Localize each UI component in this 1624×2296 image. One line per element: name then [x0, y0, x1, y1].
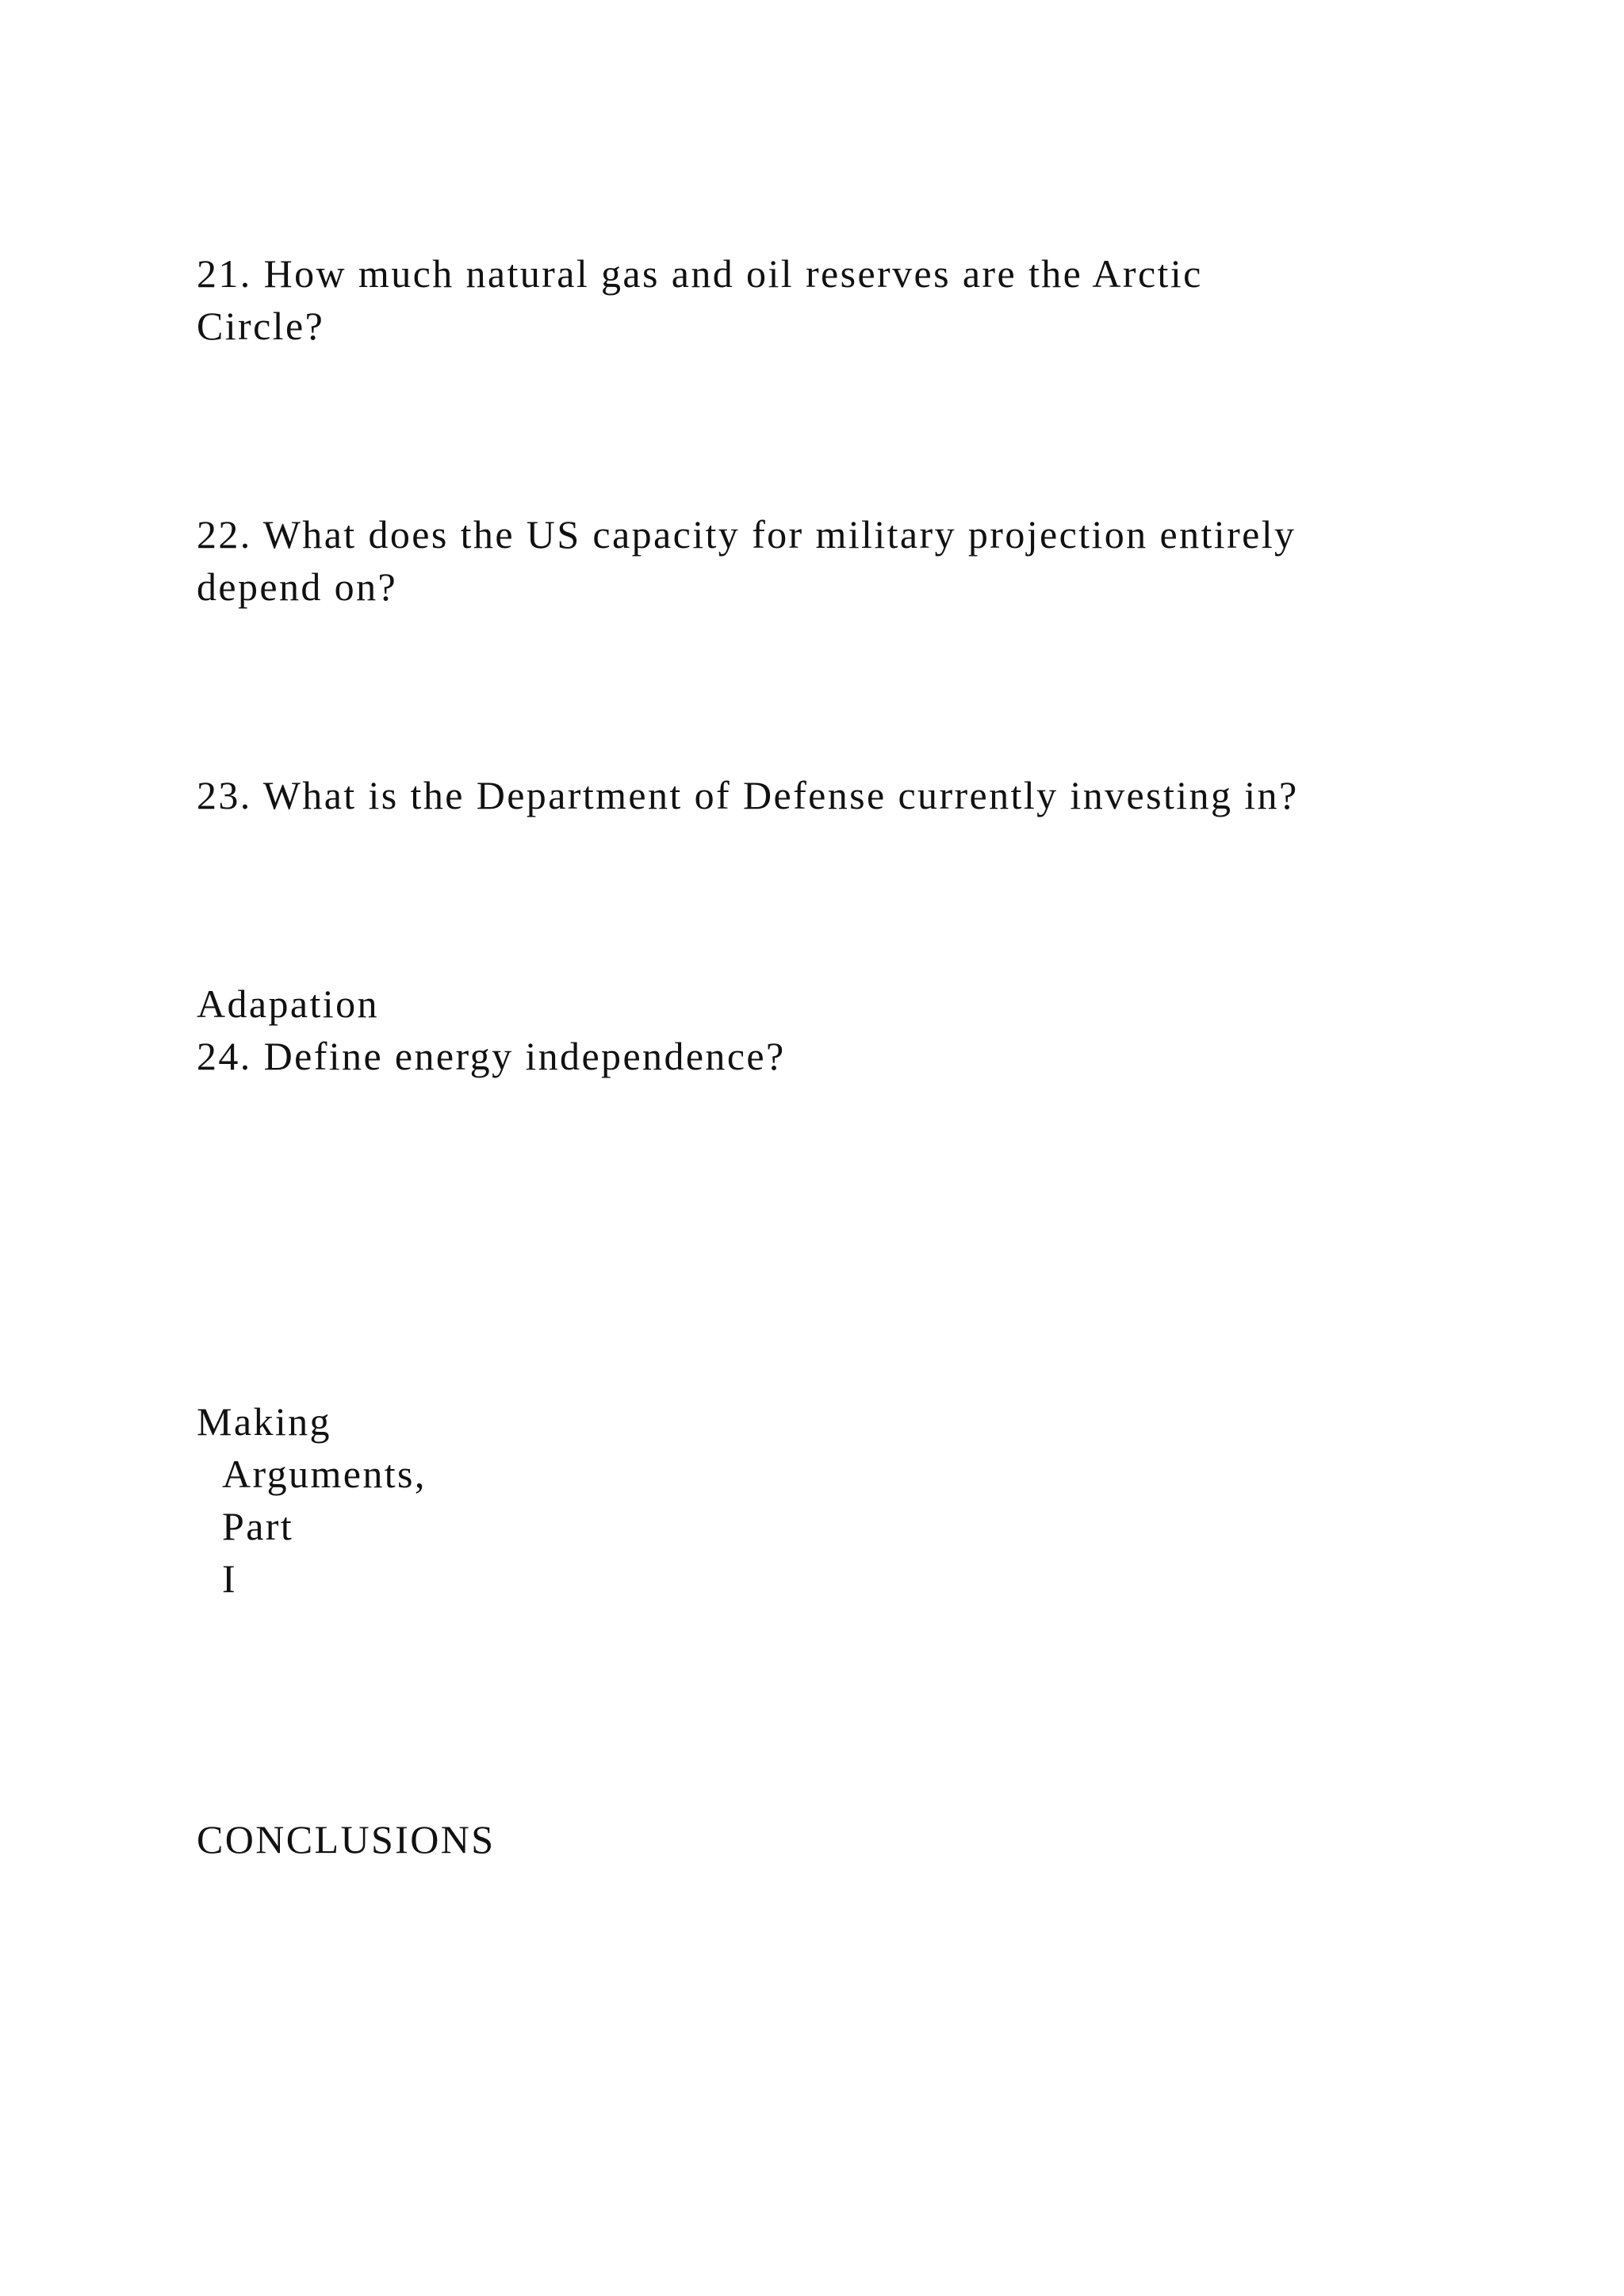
making-arguments-line-3: Part — [222, 1504, 294, 1548]
question-22-line-2: depend on? — [197, 564, 398, 609]
question-23: 23. What is the Department of Defense currently investing in? — [197, 773, 1299, 817]
question-24: 24. Define energy independence? — [197, 1034, 786, 1078]
adaptation-heading: Adapation — [197, 982, 379, 1026]
making-arguments-line-1: Making — [197, 1399, 331, 1444]
conclusions-heading: CONCLUSIONS — [197, 1817, 496, 1862]
question-21-line-1: 21. How much natural gas and oil reserves are the Arctic — [197, 251, 1203, 296]
question-21-line-2: Circle? — [197, 304, 325, 348]
making-arguments-line-2: Arguments, — [222, 1452, 427, 1496]
question-22-line-1: 22. What does the US capacity for military projection entirely — [197, 512, 1297, 557]
making-arguments-line-4: I — [222, 1556, 238, 1601]
